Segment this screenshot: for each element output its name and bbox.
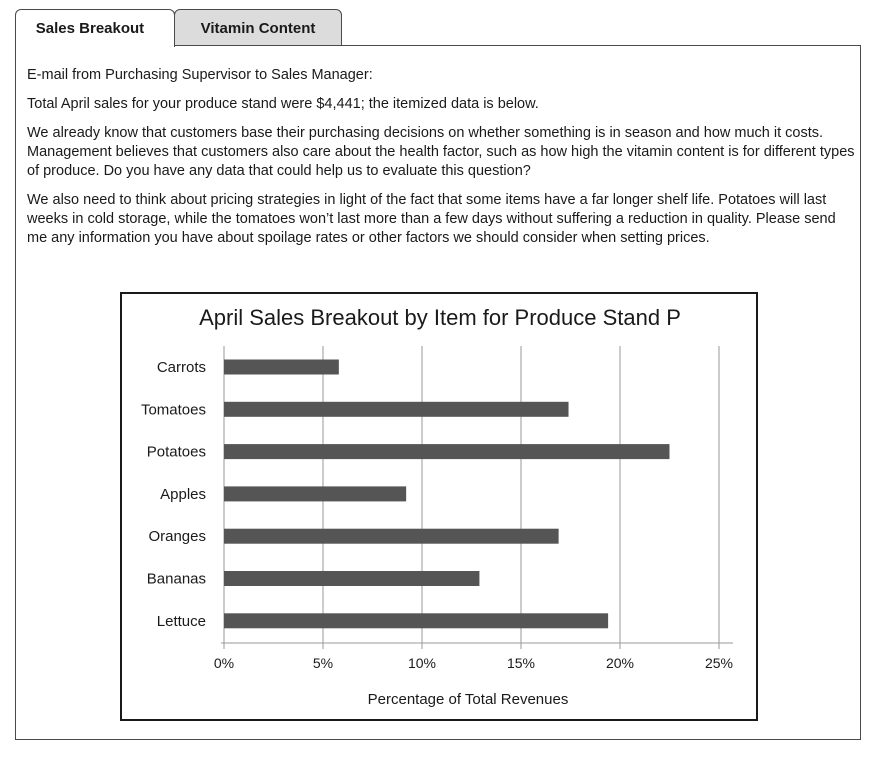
x-tick-label: 5% bbox=[312, 655, 334, 671]
content-panel bbox=[15, 45, 861, 740]
email-paragraph-2: We already know that customers base their purchasing decisions on whether something is in season and how much it costs. Management believes that customers also care about the health factor, such as how high the vitamin content is for different types of produce. Do you have any data that could help us to evaluate this question? bbox=[27, 125, 855, 179]
category-label: Oranges bbox=[148, 528, 206, 546]
bar-lettuce bbox=[224, 613, 608, 628]
category-label: Potatoes bbox=[146, 443, 206, 461]
category-label: Tomatoes bbox=[140, 401, 206, 419]
category-label: Apples bbox=[160, 485, 206, 503]
chart-title: April Sales Breakout by Item for Produce Stand P bbox=[199, 305, 681, 330]
x-tick-label: 0% bbox=[213, 655, 235, 671]
x-tick-label: 10% bbox=[407, 655, 437, 671]
bar-tomatoes bbox=[224, 402, 569, 417]
email-heading: E-mail from Purchasing Supervisor to Sales Manager: bbox=[27, 67, 373, 83]
email-paragraph-1: Total April sales for your produce stand were $4,441; the itemized data is below. bbox=[27, 96, 539, 112]
x-tick-label: 20% bbox=[605, 655, 635, 671]
tab-sales-breakout[interactable]: Sales Breakout bbox=[15, 9, 175, 47]
tab-vitamin-content[interactable]: Vitamin Content bbox=[174, 9, 342, 46]
category-label: Carrots bbox=[156, 359, 206, 376]
category-label: Bananas bbox=[146, 570, 206, 588]
bar-potatoes bbox=[224, 444, 670, 459]
bar-bananas bbox=[224, 571, 479, 586]
bar-carrots bbox=[224, 360, 339, 375]
x-tick-label: 15% bbox=[506, 655, 536, 671]
bar-oranges bbox=[224, 529, 559, 544]
chart-svg bbox=[122, 294, 756, 719]
sales-chart bbox=[120, 292, 758, 721]
bar-apples bbox=[224, 486, 406, 501]
x-tick-label: 25% bbox=[704, 655, 734, 671]
x-axis-label: Percentage of Total Revenues bbox=[367, 691, 569, 708]
category-label: Lettuce bbox=[156, 612, 206, 630]
email-paragraph-3: We also need to think about pricing strategies in light of the fact that some items have a far longer shelf life. Potatoes will last weeks in cold storage, while the tomatoes won’t last more than a few days without suffering a reduction in quality. Please send me any information you have about spoilage rates or other factors we should consider when setting prices. bbox=[27, 192, 836, 246]
email-text bbox=[27, 66, 857, 258]
